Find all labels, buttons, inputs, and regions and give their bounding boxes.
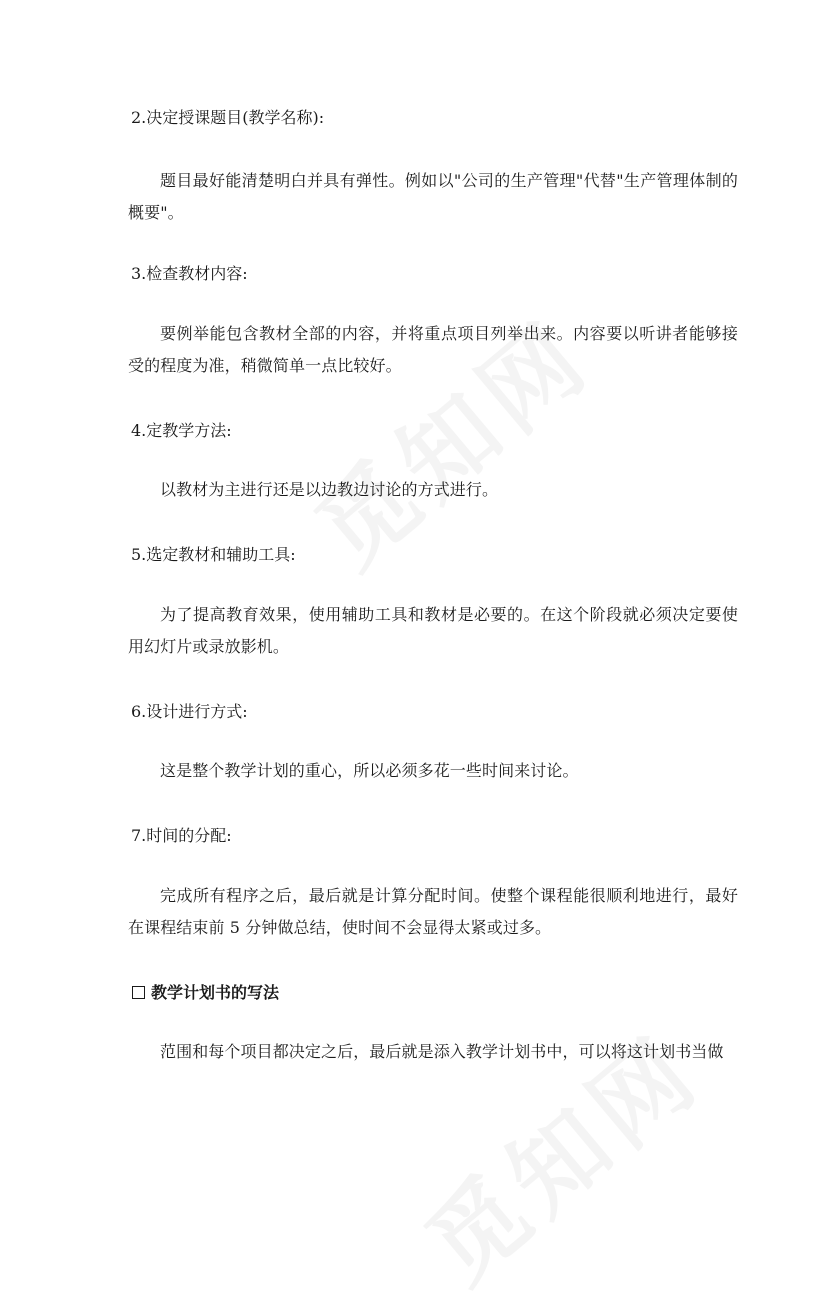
- subsection-title-text: 教学计划书的写法: [151, 983, 280, 1002]
- section-heading: 3.检查教材内容:: [131, 264, 248, 283]
- subsection-title: [132, 982, 279, 1004]
- section-heading: 2.决定授课题目(教学名称):: [131, 108, 325, 127]
- checkbox-icon: [132, 986, 145, 999]
- section-body: 题目最好能清楚明白并具有弹性。例如以"公司的生产管理"代替"生产管理体制的概要"。: [128, 171, 738, 222]
- section-body: 要例举能包含教材全部的内容，并将重点项目列举出来。内容要以听讲者能够接受的程度为准，稍微简单一点比较好。: [128, 324, 738, 375]
- section-body: 以教材为主进行还是以边教边讨论的方式进行。: [160, 480, 499, 499]
- section-body: 这是整个教学计划的重心，所以必须多花一些时间来讨论。: [160, 761, 579, 780]
- section-body: 为了提高教育效果，使用辅助工具和教材是必要的。在这个阶段就必须决定要使用幻灯片或录放影机。: [128, 605, 738, 656]
- section-heading: 5.选定教材和辅助工具:: [131, 545, 296, 564]
- section-body: 完成所有程序之后，最后就是计算分配时间。使整个课程能很顺利地进行，最好在课程结束前 5 分钟做总结，使时间不会显得太紧或过多。: [128, 886, 738, 937]
- section-heading: 4.定教学方法:: [131, 421, 232, 440]
- section-heading: 7.时间的分配:: [131, 826, 232, 845]
- subsection-body: 范围和每个项目都决定之后，最后就是添入教学计划书中，可以将这计划书当做: [160, 1042, 724, 1061]
- section-heading: 6.设计进行方式:: [131, 702, 248, 721]
